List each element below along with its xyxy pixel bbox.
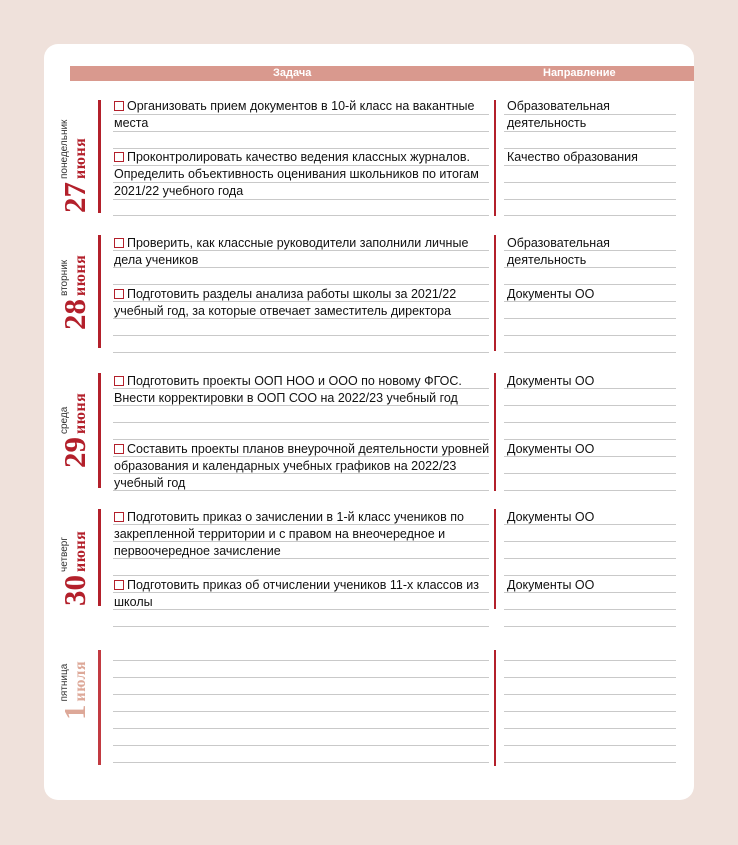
task-column-header: Задача xyxy=(273,67,312,79)
rule xyxy=(504,609,676,610)
rule xyxy=(113,694,489,695)
direction-label: Документы ОО xyxy=(507,510,595,524)
rule xyxy=(504,558,676,559)
checkbox-icon[interactable] xyxy=(114,376,124,386)
task-label: Проконтролировать качество ведения классных журналов. Определить объективность оценивания школьников по итогам 2021/22 учебного года xyxy=(114,150,479,198)
rule xyxy=(504,335,676,336)
task-label: Проверить, как классные руководители заполнили личные дела учеников xyxy=(114,236,469,267)
rule xyxy=(504,677,676,678)
weekday: вторник xyxy=(59,259,70,296)
column-divider xyxy=(494,100,496,216)
rule xyxy=(113,711,489,712)
checkbox-icon[interactable] xyxy=(114,101,124,111)
rule xyxy=(113,422,489,423)
task-item[interactable] xyxy=(114,373,494,407)
rule xyxy=(113,352,489,353)
rule xyxy=(504,473,676,474)
direction-label: Образовательная деятельность xyxy=(507,99,610,130)
direction-label: Документы ОО xyxy=(507,578,595,592)
rule xyxy=(504,660,676,661)
direction-label: Образовательная деятельность xyxy=(507,236,610,267)
rule xyxy=(113,745,489,746)
checkbox-icon[interactable] xyxy=(114,289,124,299)
direction-label: Качество образования xyxy=(507,150,638,164)
day-number: 28 xyxy=(57,299,92,330)
task-item[interactable] xyxy=(114,286,494,320)
checkbox-icon[interactable] xyxy=(114,152,124,162)
task-item[interactable] xyxy=(114,441,494,492)
month: июня xyxy=(72,137,89,179)
task-label: Подготовить разделы анализа работы школы за 2021/22 учебный год, за которые отвечает заместитель директора xyxy=(114,287,457,318)
rule xyxy=(504,199,676,200)
day-bar xyxy=(98,235,101,348)
rule xyxy=(504,352,676,353)
rule xyxy=(113,677,489,678)
rule xyxy=(113,762,489,763)
day-bar xyxy=(98,100,101,213)
rule xyxy=(504,745,676,746)
rule xyxy=(504,728,676,729)
day-number: 29 xyxy=(57,437,92,468)
checkbox-icon[interactable] xyxy=(114,238,124,248)
day-bar xyxy=(98,650,101,765)
rule xyxy=(504,626,676,627)
direction-label: Документы ОО xyxy=(507,442,595,456)
day-number: 30 xyxy=(57,575,92,606)
day-number: 1 xyxy=(57,704,92,720)
table-header xyxy=(70,66,694,81)
rule xyxy=(504,694,676,695)
task-label: Подготовить приказ о зачислении в 1-й класс учеников по закрепленной территории и с правом на внеочередное и первоочередное зачисление xyxy=(114,510,464,558)
month: июня xyxy=(72,254,89,296)
column-divider xyxy=(494,235,496,351)
rule xyxy=(113,215,489,216)
task-label: Составить проекты планов внеурочной деятельности уровней образования и календарных учебных графиков на 2022/23 учебный год xyxy=(114,442,490,490)
rule xyxy=(504,215,676,216)
rule xyxy=(113,728,489,729)
checkbox-icon[interactable] xyxy=(114,512,124,522)
rule xyxy=(504,182,676,183)
rule xyxy=(504,575,676,576)
month: июня xyxy=(72,392,89,434)
direction-label: Документы ОО xyxy=(507,287,595,301)
weekday: среда xyxy=(59,406,70,434)
rule xyxy=(504,439,676,440)
weekday: четверг xyxy=(59,537,70,572)
rule xyxy=(504,490,676,491)
direction-column-header: Направление xyxy=(543,67,616,79)
task-item[interactable] xyxy=(114,235,494,269)
column-divider xyxy=(494,650,496,766)
rule xyxy=(113,660,489,661)
weekday: понедельник xyxy=(59,119,70,179)
rule xyxy=(504,284,676,285)
task-label: Подготовить проекты ООП НОО и ООО по новому ФГОС. Внести корректировки в ООП СОО на 2022/23 учебный год xyxy=(114,374,462,405)
column-divider xyxy=(494,509,496,609)
direction-label: Документы ОО xyxy=(507,374,595,388)
day-number: 27 xyxy=(57,182,92,213)
task-item[interactable] xyxy=(114,577,494,611)
column-divider xyxy=(494,373,496,491)
rule xyxy=(113,575,489,576)
day-bar xyxy=(98,373,101,488)
task-label: Подготовить приказ об отчислении учеников 11-х классов из школы xyxy=(114,578,479,609)
day-bar xyxy=(98,509,101,606)
rule xyxy=(504,422,676,423)
rule xyxy=(504,541,676,542)
checkbox-icon[interactable] xyxy=(114,444,124,454)
task-item[interactable] xyxy=(114,509,494,560)
weekday: пятница xyxy=(59,663,70,702)
rule xyxy=(504,711,676,712)
rule xyxy=(504,762,676,763)
rule xyxy=(113,439,489,440)
task-item[interactable] xyxy=(114,98,494,132)
task-label: Организовать прием документов в 10-й класс на вакантные места xyxy=(114,99,475,130)
checkbox-icon[interactable] xyxy=(114,580,124,590)
rule xyxy=(113,284,489,285)
rule xyxy=(113,626,489,627)
task-item[interactable] xyxy=(114,149,494,200)
month: июня xyxy=(72,530,89,572)
month: июля xyxy=(72,660,89,702)
rule xyxy=(504,318,676,319)
rule xyxy=(504,405,676,406)
rule xyxy=(113,335,489,336)
